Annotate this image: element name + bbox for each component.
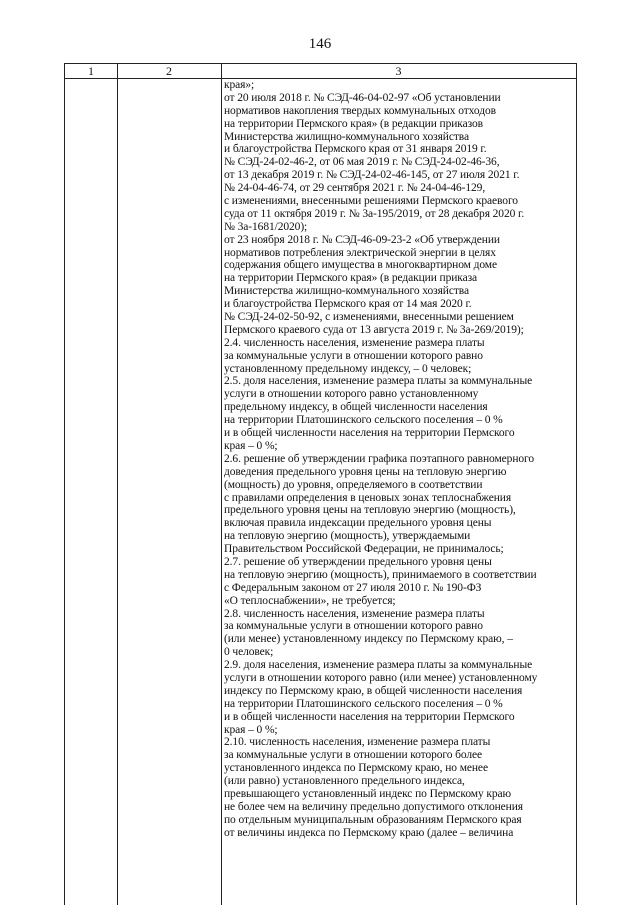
text-line: за коммунальные услуги в отношении которого более: [224, 749, 483, 762]
text-line: Министерства жилищно-коммунального хозяйства: [224, 285, 469, 298]
text-line: от величины индекса по Пермскому краю (далее – величина: [224, 826, 514, 839]
text-line: на тепловую энергию (мощность), принимаемого в соответствии: [224, 568, 537, 581]
text-line: 0 человек;: [224, 646, 274, 659]
text-line: предельному индексу, в общей численности населения: [224, 401, 488, 414]
text-line: с изменениями, внесенными решениями Пермского краевого: [224, 195, 518, 208]
text-line: за коммунальные услуги в отношении которого равно: [224, 349, 483, 362]
text-line: (или равно) установленного предельного индекса,: [224, 775, 465, 788]
text-line: на территории Пермского края» (в редакции приказа: [224, 272, 478, 285]
text-line: 2.8. численность населения, изменение размера платы: [224, 607, 485, 620]
header-col-2: 2: [166, 64, 172, 78]
text-line: за коммунальные услуги в отношении которого равно: [224, 620, 483, 633]
text-line: с Федеральным законом от 27 июля 2010 г. № 190-ФЗ: [224, 581, 482, 594]
text-line: нормативов накопления твердых коммунальных отходов: [224, 104, 496, 117]
text-line: края – 0 %;: [224, 439, 278, 452]
text-line: № СЭД-24-02-46-2, от 06 мая 2019 г. № СЭД-24-02-46-36,: [224, 156, 500, 169]
text-line: не более чем на величину предельно допустимого отклонения: [224, 800, 523, 813]
text-line: № 24-04-46-74, от 29 сентября 2021 г. № 24-04-46-129,: [224, 182, 486, 195]
text-line: Пермского краевого суда от 13 августа 2019 г. № 3а-269/2019);: [224, 323, 524, 336]
text-line: на территории Пермского края» (в редакции приказов: [224, 117, 483, 130]
text-line: от 13 декабря 2019 г. № СЭД-24-02-46-145, от 27 июля 2021 г.: [224, 169, 520, 182]
text-line: доведения предельного уровня цены на тепловую энергию: [224, 465, 507, 478]
text-line: услуги в отношении которого равно (или менее) установленному: [224, 671, 538, 684]
text-line: 2.4. численность населения, изменение размера платы: [224, 336, 485, 349]
document-table: [64, 63, 577, 905]
text-line: установленного индекса по Пермскому краю, но менее: [224, 762, 488, 775]
text-line: и благоустройства Пермского края от 14 мая 2020 г.: [224, 298, 472, 311]
column-divider-2: [221, 64, 222, 905]
text-line: 2.9. доля населения, изменение размера платы за коммунальные: [224, 659, 533, 672]
header-col-1: 1: [88, 64, 94, 78]
text-line: № СЭД-24-02-50-92, с изменениями, внесенными решением: [224, 311, 514, 324]
text-line: 2.5. доля населения, изменение размера платы за коммунальные: [224, 375, 533, 388]
text-line: и в общей численности населения на территории Пермского: [224, 710, 515, 723]
text-line: края – 0 %;: [224, 723, 278, 736]
text-line: от 20 июля 2018 г. № СЭД-46-04-02-97 «Об установлении: [224, 91, 501, 104]
text-line: включая правила индексации предельного уровня цены: [224, 517, 492, 530]
text-line: услуги в отношении которого равно установленному: [224, 388, 479, 401]
text-line: «О теплоснабжении», не требуется;: [224, 594, 396, 607]
text-line: 2.10. численность населения, изменение размера платы: [224, 736, 491, 749]
text-line: Министерства жилищно-коммунального хозяйства: [224, 130, 469, 143]
text-line: по отдельным муниципальным образованиям Пермского края: [224, 813, 522, 826]
text-line: и благоустройства Пермского края от 31 января 2019 г.: [224, 143, 487, 156]
text-line: и в общей численности населения на территории Пермского: [224, 427, 515, 440]
text-line: содержания общего имущества в многоквартирном доме: [224, 259, 497, 272]
text-line: края»;: [224, 79, 255, 91]
text-line: на территории Платошинского сельского поселения – 0 %: [224, 414, 503, 427]
text-line: суда от 11 октября 2019 г. № 3а-195/2019, от 28 декабря 2020 г.: [224, 207, 525, 220]
text-line: превышающего установленный индекс по Пермскому краю: [224, 787, 512, 800]
text-line: 2.6. решение об утверждении графика поэтапного равномерного: [224, 452, 535, 465]
column-3-text: [224, 79, 574, 840]
text-line: от 23 ноября 2018 г. № СЭД-46-09-23-2 «Об утверждении: [224, 233, 500, 246]
header-col-3: 3: [395, 64, 402, 78]
table-header-row: [65, 64, 576, 79]
text-line: на тепловую энергию (мощность), утверждаемыми: [224, 530, 471, 543]
text-line: предельного уровня цены на тепловую энергию (мощность),: [224, 504, 516, 517]
text-line: на территории Платошинского сельского поселения – 0 %: [224, 697, 503, 710]
text-line: нормативов потребления электрической энергии в целях: [224, 246, 496, 259]
text-line: индексу по Пермскому краю, в общей численности населения: [224, 684, 523, 697]
text-line: № 3а-1681/2020);: [224, 220, 308, 233]
text-line: (мощность) до уровня, определяемого в соответствии: [224, 478, 483, 491]
text-line: 2.7. решение об утверждении предельного уровня цены: [224, 555, 492, 568]
text-line: установленному предельному индексу, – 0 человек;: [224, 362, 472, 375]
text-line: Правительством Российской Федерации, не принималось;: [224, 543, 504, 556]
column-divider-1: [117, 64, 118, 905]
text-line: с правилами определения в ценовых зонах теплоснабжения: [224, 491, 512, 504]
text-line: (или менее) установленному индексу по Пермскому краю, –: [224, 633, 513, 646]
page-number: 146: [308, 36, 332, 52]
